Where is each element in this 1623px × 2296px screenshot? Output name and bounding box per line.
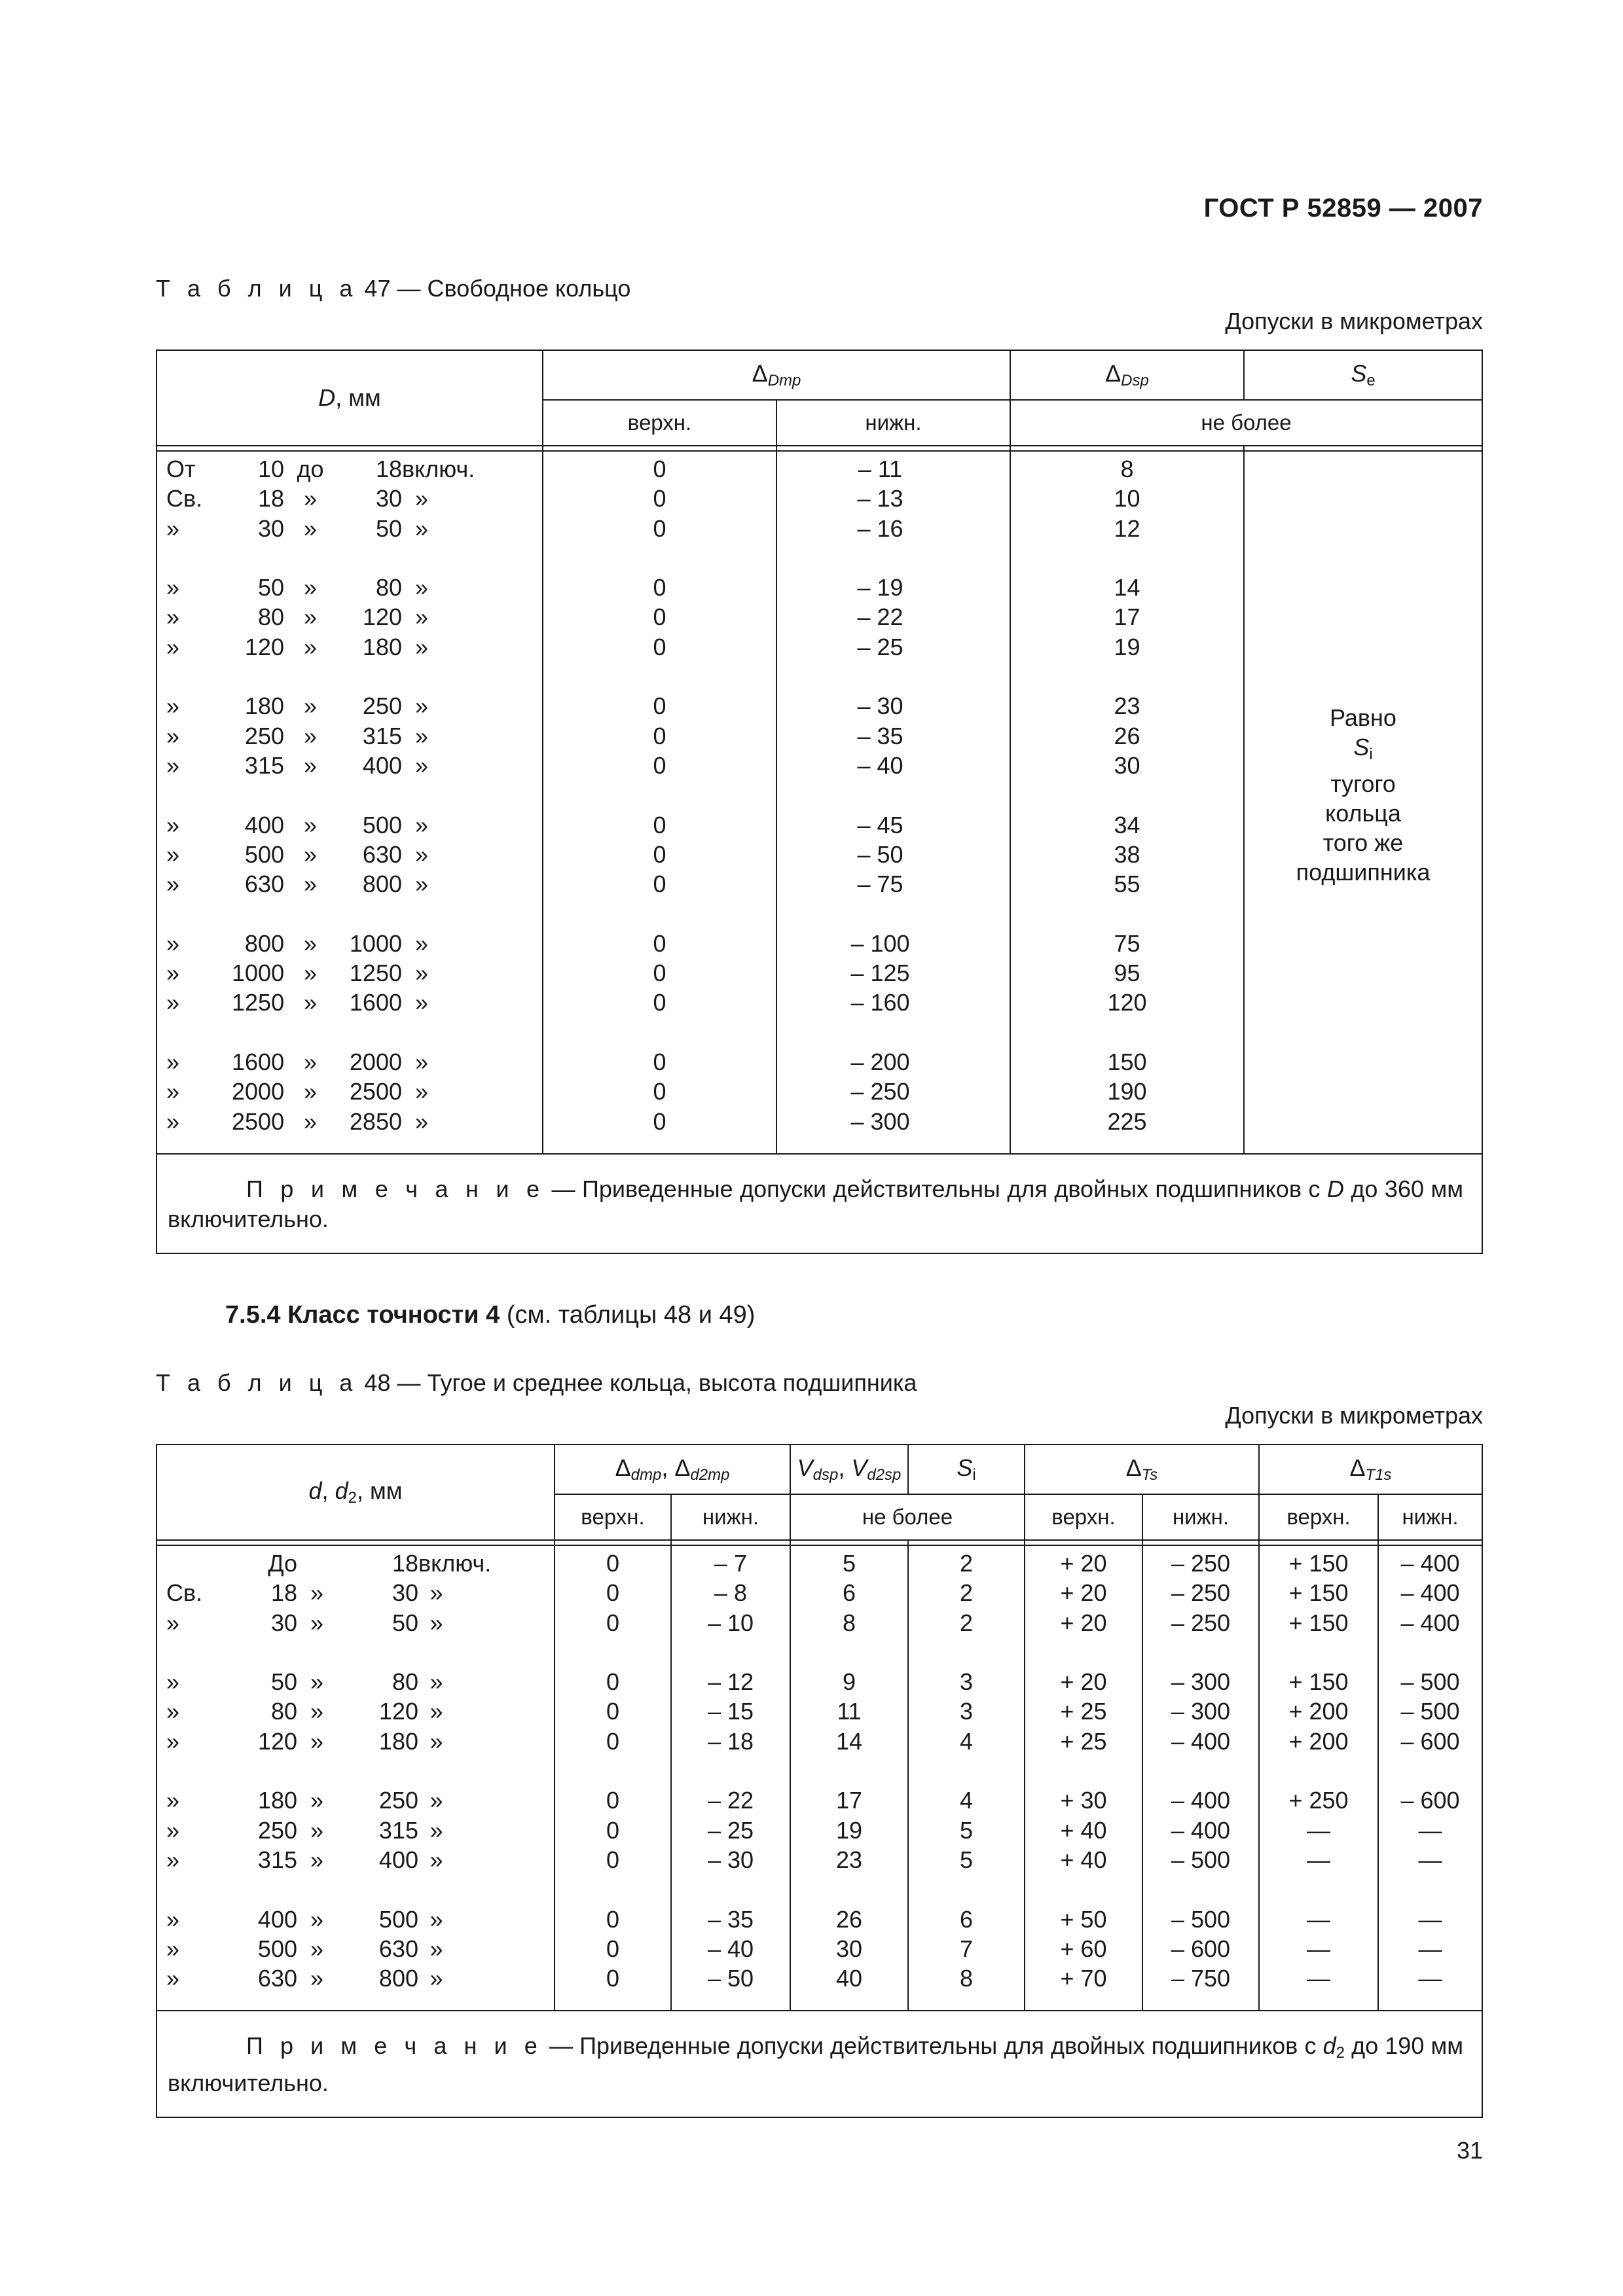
- table47-cell-dsp: 55: [1114, 870, 1140, 898]
- table48-cell-t1l: – 600: [1400, 1787, 1460, 1814]
- table48-header-t1s-lower: нижн.: [1378, 1494, 1482, 1540]
- table47-range: » 1000 » 1250 »: [166, 960, 429, 987]
- table48-col-d: [156, 1545, 555, 2011]
- table47-caption: [156, 275, 630, 302]
- table48-cell-up: 0: [606, 1965, 620, 1992]
- table48-header-dT1s: $\Delta_{T1s}$: [1259, 1444, 1482, 1494]
- table47-cell-up: 0: [653, 960, 666, 987]
- table48-cell-tu: + 30: [1060, 1787, 1107, 1814]
- table47-cell-up: 0: [653, 1048, 666, 1075]
- table48-cell-low: – 50: [707, 1965, 754, 1992]
- table48-header-ddmp: $\Delta_{dmp}$, $\Delta_{d2mp}$: [555, 1444, 790, 1494]
- table47-cell-low: – 160: [850, 989, 910, 1016]
- table47-cell-low: – 45: [857, 811, 903, 838]
- table48-range: Св. 18 » 30 »: [166, 1579, 443, 1607]
- table47-range: » 30 » 50 »: [166, 514, 429, 542]
- table48-cell-tl: – 250: [1171, 1609, 1231, 1636]
- table47-cell-up: 0: [653, 989, 666, 1016]
- table48-cell-tu: + 20: [1060, 1550, 1107, 1577]
- table47-cell-dsp: 150: [1107, 1048, 1147, 1075]
- table47-cell-dsp: 8: [1120, 456, 1134, 482]
- table47-cell-dsp: 30: [1114, 751, 1140, 779]
- table48-cell-tl: – 400: [1171, 1787, 1231, 1814]
- table47-cell-up: 0: [653, 456, 666, 482]
- table48-col-t1s-lower: [1378, 1545, 1482, 2011]
- table47-cell-low: – 250: [850, 1078, 910, 1105]
- table47-cell-up: 0: [653, 751, 666, 779]
- table48-header-si: $S_i$: [908, 1444, 1025, 1494]
- table48-cell-low: – 25: [707, 1816, 754, 1844]
- table47-range: » 50 » 80 »: [166, 574, 429, 601]
- table48-header-lower: нижн.: [671, 1494, 790, 1540]
- table48-cell-s: 2: [959, 1609, 974, 1636]
- table48-range: » 315 » 400 »: [166, 1846, 443, 1873]
- table48-header-ts-upper: верхн.: [1025, 1494, 1142, 1540]
- table48-header-dTs: $\Delta_{Ts}$: [1025, 1444, 1259, 1494]
- table47-cell-low: – 19: [857, 574, 903, 601]
- table47-cell-low: – 40: [857, 751, 903, 779]
- table47-range: » 2500 » 2850 »: [166, 1107, 429, 1135]
- table48-cell-tu: + 40: [1060, 1816, 1107, 1844]
- table47-range: » 1250 » 1600 »: [166, 989, 429, 1016]
- table48-cell-v: 30: [835, 1935, 863, 1962]
- table48-cell-s: 4: [959, 1727, 974, 1755]
- table48-cell-low: – 15: [707, 1698, 754, 1725]
- table48-cell-v: 14: [835, 1727, 863, 1755]
- table48-header-t1s-upper: верхн.: [1259, 1494, 1378, 1540]
- table48-cell-up: 0: [606, 1727, 620, 1755]
- table48-cell-up: 0: [606, 1905, 620, 1933]
- table47-cell-up: 0: [653, 574, 666, 601]
- table48-cell-t1u: + 150: [1288, 1550, 1349, 1577]
- table48-cell-low: – 40: [707, 1935, 754, 1962]
- table48-cell-t1l: – 500: [1400, 1698, 1460, 1725]
- table47-cell-dsp: 12: [1114, 514, 1140, 542]
- table47-cell-up: 0: [653, 692, 666, 720]
- table48-cell-t1l: – 400: [1400, 1579, 1460, 1607]
- table48-cell-s: 7: [959, 1935, 974, 1962]
- table48-cell-tl: – 300: [1171, 1698, 1231, 1725]
- table48-range: » 400 » 500 »: [166, 1905, 443, 1933]
- table48-cell-v: 5: [842, 1550, 856, 1577]
- table47-cell-up: 0: [653, 603, 666, 631]
- table48-cell-tl: – 400: [1171, 1727, 1231, 1755]
- table48: [156, 1444, 1483, 2118]
- table47-se-text: Равно $S_i$ тугого кольца того же подшипника: [1296, 704, 1431, 886]
- table48-cell-tl: – 400: [1171, 1816, 1231, 1844]
- table47-cell-dsp: 190: [1107, 1078, 1147, 1105]
- table47-caption-text: 47 — Свободное кольцо: [364, 275, 631, 302]
- table47-cell-low: – 16: [857, 514, 903, 542]
- table47-cell-up: 0: [653, 514, 666, 542]
- table48-cell-s: 5: [959, 1846, 974, 1873]
- table48-col-lower: [671, 1545, 790, 2011]
- table48-cell-low: – 10: [707, 1609, 754, 1636]
- table48-cell-v: 19: [835, 1816, 863, 1844]
- table47-range: » 630 » 800 »: [166, 870, 429, 898]
- table48-cell-up: 0: [606, 1609, 620, 1636]
- table48-cell-s: 2: [959, 1579, 974, 1607]
- table47-cell-dsp: 120: [1107, 989, 1147, 1016]
- table48-caption: [156, 1369, 917, 1397]
- table48-cell-t1u: + 150: [1288, 1609, 1349, 1636]
- table48-cell-t1u: + 200: [1288, 1698, 1349, 1725]
- table48-cell-tu: + 25: [1060, 1727, 1107, 1755]
- table48-cell-t1u: —: [1307, 1816, 1331, 1844]
- table47-range: » 500 » 630 »: [166, 840, 429, 868]
- table47-range: » 1600 » 2000 »: [166, 1048, 429, 1075]
- table48-units: Допуски в микрометрах: [1225, 1402, 1483, 1429]
- table47-cell-up: 0: [653, 929, 666, 957]
- table47-range: » 315 » 400 »: [166, 751, 429, 779]
- table47-cell-low: – 75: [857, 870, 903, 898]
- table48-cell-t1u: + 200: [1288, 1727, 1349, 1755]
- table48-cell-v: 11: [837, 1698, 862, 1725]
- table48-cell-s: 4: [959, 1787, 974, 1814]
- table48-cell-up: 0: [606, 1787, 620, 1814]
- table48-cell-up: 0: [606, 1668, 620, 1696]
- table48-cell-t1l: —: [1418, 1935, 1442, 1962]
- table48-cell-t1l: – 400: [1400, 1550, 1460, 1577]
- table48-cell-t1l: – 600: [1400, 1727, 1460, 1755]
- table48-cell-low: – 35: [707, 1905, 754, 1933]
- table48-cell-low: – 18: [707, 1727, 754, 1755]
- table47-range: » 800 » 1000 »: [166, 929, 429, 957]
- table48-cell-up: 0: [606, 1816, 620, 1844]
- table48-cell-tl: – 750: [1171, 1965, 1231, 1992]
- table48-col-upper: [555, 1545, 671, 2011]
- table47-header-not-more: не более: [1010, 400, 1482, 446]
- table48-cell-v: 6: [842, 1579, 856, 1607]
- table48-cell-v: 17: [835, 1787, 863, 1814]
- table48-range: » 250 » 315 »: [166, 1816, 443, 1844]
- table47-cell-low: – 50: [857, 840, 903, 868]
- table48-range: » 30 » 50 »: [166, 1609, 443, 1636]
- table48-cell-s: 3: [959, 1668, 974, 1696]
- table48-range: » 50 » 80 »: [166, 1668, 443, 1696]
- table48-cell-t1u: + 150: [1288, 1668, 1349, 1696]
- table48-header-ts-lower: нижн.: [1142, 1494, 1259, 1540]
- table48-range: » 120 » 180 »: [166, 1727, 443, 1755]
- table47-cell-low: – 22: [857, 603, 903, 631]
- table48-cell-tl: – 600: [1171, 1935, 1231, 1962]
- table47-cell-low: – 300: [850, 1107, 910, 1135]
- table48-cell-tl: – 500: [1171, 1846, 1231, 1873]
- table48-cell-up: 0: [606, 1935, 620, 1962]
- section-heading: 7.5.4 Класс точности 4 (см. таблицы 48 и 49): [225, 1301, 756, 1329]
- table47-range: » 80 » 120 »: [166, 603, 429, 631]
- table48-cell-tl: – 250: [1171, 1579, 1231, 1607]
- table47-header-Se: $S_e$: [1244, 350, 1482, 400]
- table47-range: » 180 » 250 »: [166, 692, 429, 720]
- table48-cell-t1u: —: [1307, 1965, 1331, 1992]
- table48-col-v: [790, 1545, 908, 2011]
- table48-header-d: d, $d_2$, мм: [156, 1444, 555, 1540]
- page-number: 31: [1456, 2137, 1483, 2164]
- document-id: ГОСТ Р 52859 — 2007: [1203, 194, 1483, 223]
- table47: [156, 350, 1483, 1254]
- table47-cell-dsp: 10: [1114, 485, 1140, 512]
- table47-range: Св. 18 » 30 »: [166, 485, 429, 512]
- table48-cell-tu: + 70: [1060, 1965, 1107, 1992]
- table47-cell-low: – 30: [857, 692, 903, 720]
- table47-header-dDsp: $\Delta_{Dsp}$: [1010, 350, 1244, 400]
- table47-cell-dsp: 14: [1114, 574, 1140, 601]
- table47-cell-dsp: 95: [1114, 960, 1140, 987]
- table47-cell-low: – 200: [850, 1048, 910, 1075]
- table48-cell-s: 3: [959, 1698, 974, 1725]
- table47-cell-low: – 125: [850, 960, 910, 987]
- table48-range: » 80 » 120 »: [166, 1698, 443, 1725]
- table48-cell-t1u: + 150: [1288, 1579, 1349, 1607]
- table47-col-dsp: [1010, 451, 1244, 1154]
- table48-cell-t1l: – 500: [1400, 1668, 1460, 1696]
- table47-range: » 120 » 180 »: [166, 633, 429, 660]
- table48-cell-low: – 12: [707, 1668, 754, 1696]
- table48-cell-tu: + 20: [1060, 1579, 1107, 1607]
- table48-header-vdsp: $V_{dsp}$, $V_{d2sp}$: [790, 1444, 908, 1494]
- table48-cell-t1l: —: [1418, 1816, 1442, 1844]
- table48-cell-v: 9: [842, 1668, 856, 1696]
- table47-cell-low: – 35: [857, 722, 903, 749]
- table48-range: » 630 » 800 »: [166, 1965, 443, 1992]
- table48-cell-v: 23: [835, 1846, 863, 1873]
- table47-cell-low: – 25: [857, 633, 903, 660]
- table48-cell-tu: + 60: [1060, 1935, 1107, 1962]
- table47-cell-low: – 11: [858, 456, 903, 482]
- table47-cell-dsp: 75: [1114, 929, 1140, 957]
- table48-col-si: [908, 1545, 1025, 2011]
- table48-cell-up: 0: [606, 1846, 620, 1873]
- table47-range: » 250 » 315 »: [166, 722, 429, 749]
- table47-cell-dsp: 26: [1114, 722, 1140, 749]
- table48-range: » 180 » 250 »: [166, 1787, 443, 1814]
- table47-cell-dsp: 225: [1107, 1107, 1147, 1135]
- table47-range: » 2000 » 2500 »: [166, 1078, 429, 1105]
- table48-note: П р и м е ч а н и е — Приведенные допуски действительны для двойных подшипников с $d_2$ до 190 мм включительно.: [156, 2011, 1482, 2117]
- table47-cell-dsp: 17: [1114, 603, 1140, 631]
- table48-cell-tu: + 25: [1060, 1698, 1107, 1725]
- table48-header-upper: верхн.: [555, 1494, 671, 1540]
- table48-cell-v: 26: [835, 1905, 863, 1933]
- table47-col-Se: [1244, 451, 1482, 1154]
- table48-col-ts-lower: [1142, 1545, 1259, 2011]
- table47-cell-up: 0: [653, 1078, 666, 1105]
- table48-cell-v: 40: [835, 1965, 863, 1992]
- table48-cell-t1u: —: [1307, 1846, 1331, 1873]
- table47-units: Допуски в микрометрах: [1225, 308, 1483, 334]
- table47-col-upper: [543, 451, 776, 1154]
- table48-caption-prefix: Т а б л и ц а: [156, 1369, 358, 1396]
- table48-cell-low: – 7: [714, 1550, 748, 1577]
- table47-col-D: [156, 451, 543, 1154]
- table47-cell-up: 0: [653, 1107, 666, 1135]
- table48-cell-up: 0: [606, 1550, 620, 1577]
- table47-header-lower: нижн.: [776, 400, 1010, 446]
- table47-caption-prefix: Т а б л и ц а: [156, 275, 358, 302]
- table48-header-not-more: не более: [790, 1494, 1025, 1540]
- table48-cell-tu: + 40: [1060, 1846, 1107, 1873]
- table48-col-t1s-upper: [1259, 1545, 1378, 2011]
- table48-cell-t1l: —: [1418, 1846, 1442, 1873]
- table48-cell-v: 8: [842, 1609, 856, 1636]
- table48-cell-up: 0: [606, 1579, 620, 1607]
- table47-header-upper: верхн.: [543, 400, 776, 446]
- table48-cell-tl: – 500: [1171, 1905, 1231, 1933]
- table48-cell-s: 6: [959, 1905, 974, 1933]
- table47-cell-dsp: 19: [1114, 633, 1140, 660]
- table48-cell-low: – 30: [707, 1846, 754, 1873]
- table47-cell-dsp: 23: [1114, 692, 1140, 720]
- table47-header-dDmp: $\Delta_{Dmp}$: [543, 350, 1010, 400]
- table48-cell-up: 0: [606, 1698, 620, 1725]
- table48-cell-tl: – 300: [1171, 1668, 1231, 1696]
- table47-cell-low: – 100: [850, 929, 910, 957]
- table48-cell-t1u: + 250: [1288, 1787, 1349, 1814]
- table48-range: До 18 включ.: [268, 1550, 492, 1577]
- table48-cell-tu: + 20: [1060, 1609, 1107, 1636]
- table47-cell-dsp: 34: [1114, 811, 1140, 838]
- table47-note: П р и м е ч а н и е — Приведенные допуски действительны для двойных подшипников с D до 360 мм включительно.: [156, 1154, 1482, 1253]
- table48-cell-tu: + 20: [1060, 1668, 1107, 1696]
- table48-cell-t1l: —: [1418, 1905, 1442, 1933]
- table48-range: » 500 » 630 »: [166, 1935, 443, 1962]
- table47-cell-low: – 13: [857, 485, 903, 512]
- table48-cell-s: 5: [959, 1816, 974, 1844]
- table48-cell-low: – 22: [707, 1787, 754, 1814]
- table47-range: » 400 » 500 »: [166, 811, 429, 838]
- table47-range: От 10 до 18 включ.: [166, 456, 475, 482]
- table48-cell-tl: – 250: [1171, 1550, 1231, 1577]
- table48-cell-s: 8: [959, 1965, 974, 1992]
- table48-cell-t1l: – 400: [1400, 1609, 1460, 1636]
- table48-cell-s: 2: [959, 1550, 974, 1577]
- table48-cell-t1u: —: [1307, 1935, 1331, 1962]
- table48-cell-tu: + 50: [1060, 1905, 1107, 1933]
- table47-cell-up: 0: [653, 811, 666, 838]
- table47-cell-up: 0: [653, 840, 666, 868]
- table47-col-lower: [776, 451, 1010, 1154]
- table47-cell-up: 0: [653, 633, 666, 660]
- table47-cell-up: 0: [653, 722, 666, 749]
- table48-cell-t1l: —: [1418, 1965, 1442, 1992]
- table48-cell-low: – 8: [714, 1579, 748, 1607]
- table47-cell-up: 0: [653, 870, 666, 898]
- table48-col-ts-upper: [1025, 1545, 1142, 2011]
- table48-caption-text: 48 — Тугое и среднее кольца, высота подшипника: [364, 1369, 917, 1396]
- table48-cell-t1u: —: [1307, 1905, 1331, 1933]
- table47-header-D: D, мм: [156, 350, 543, 446]
- table47-cell-dsp: 38: [1114, 840, 1140, 868]
- table47-cell-up: 0: [653, 485, 666, 512]
